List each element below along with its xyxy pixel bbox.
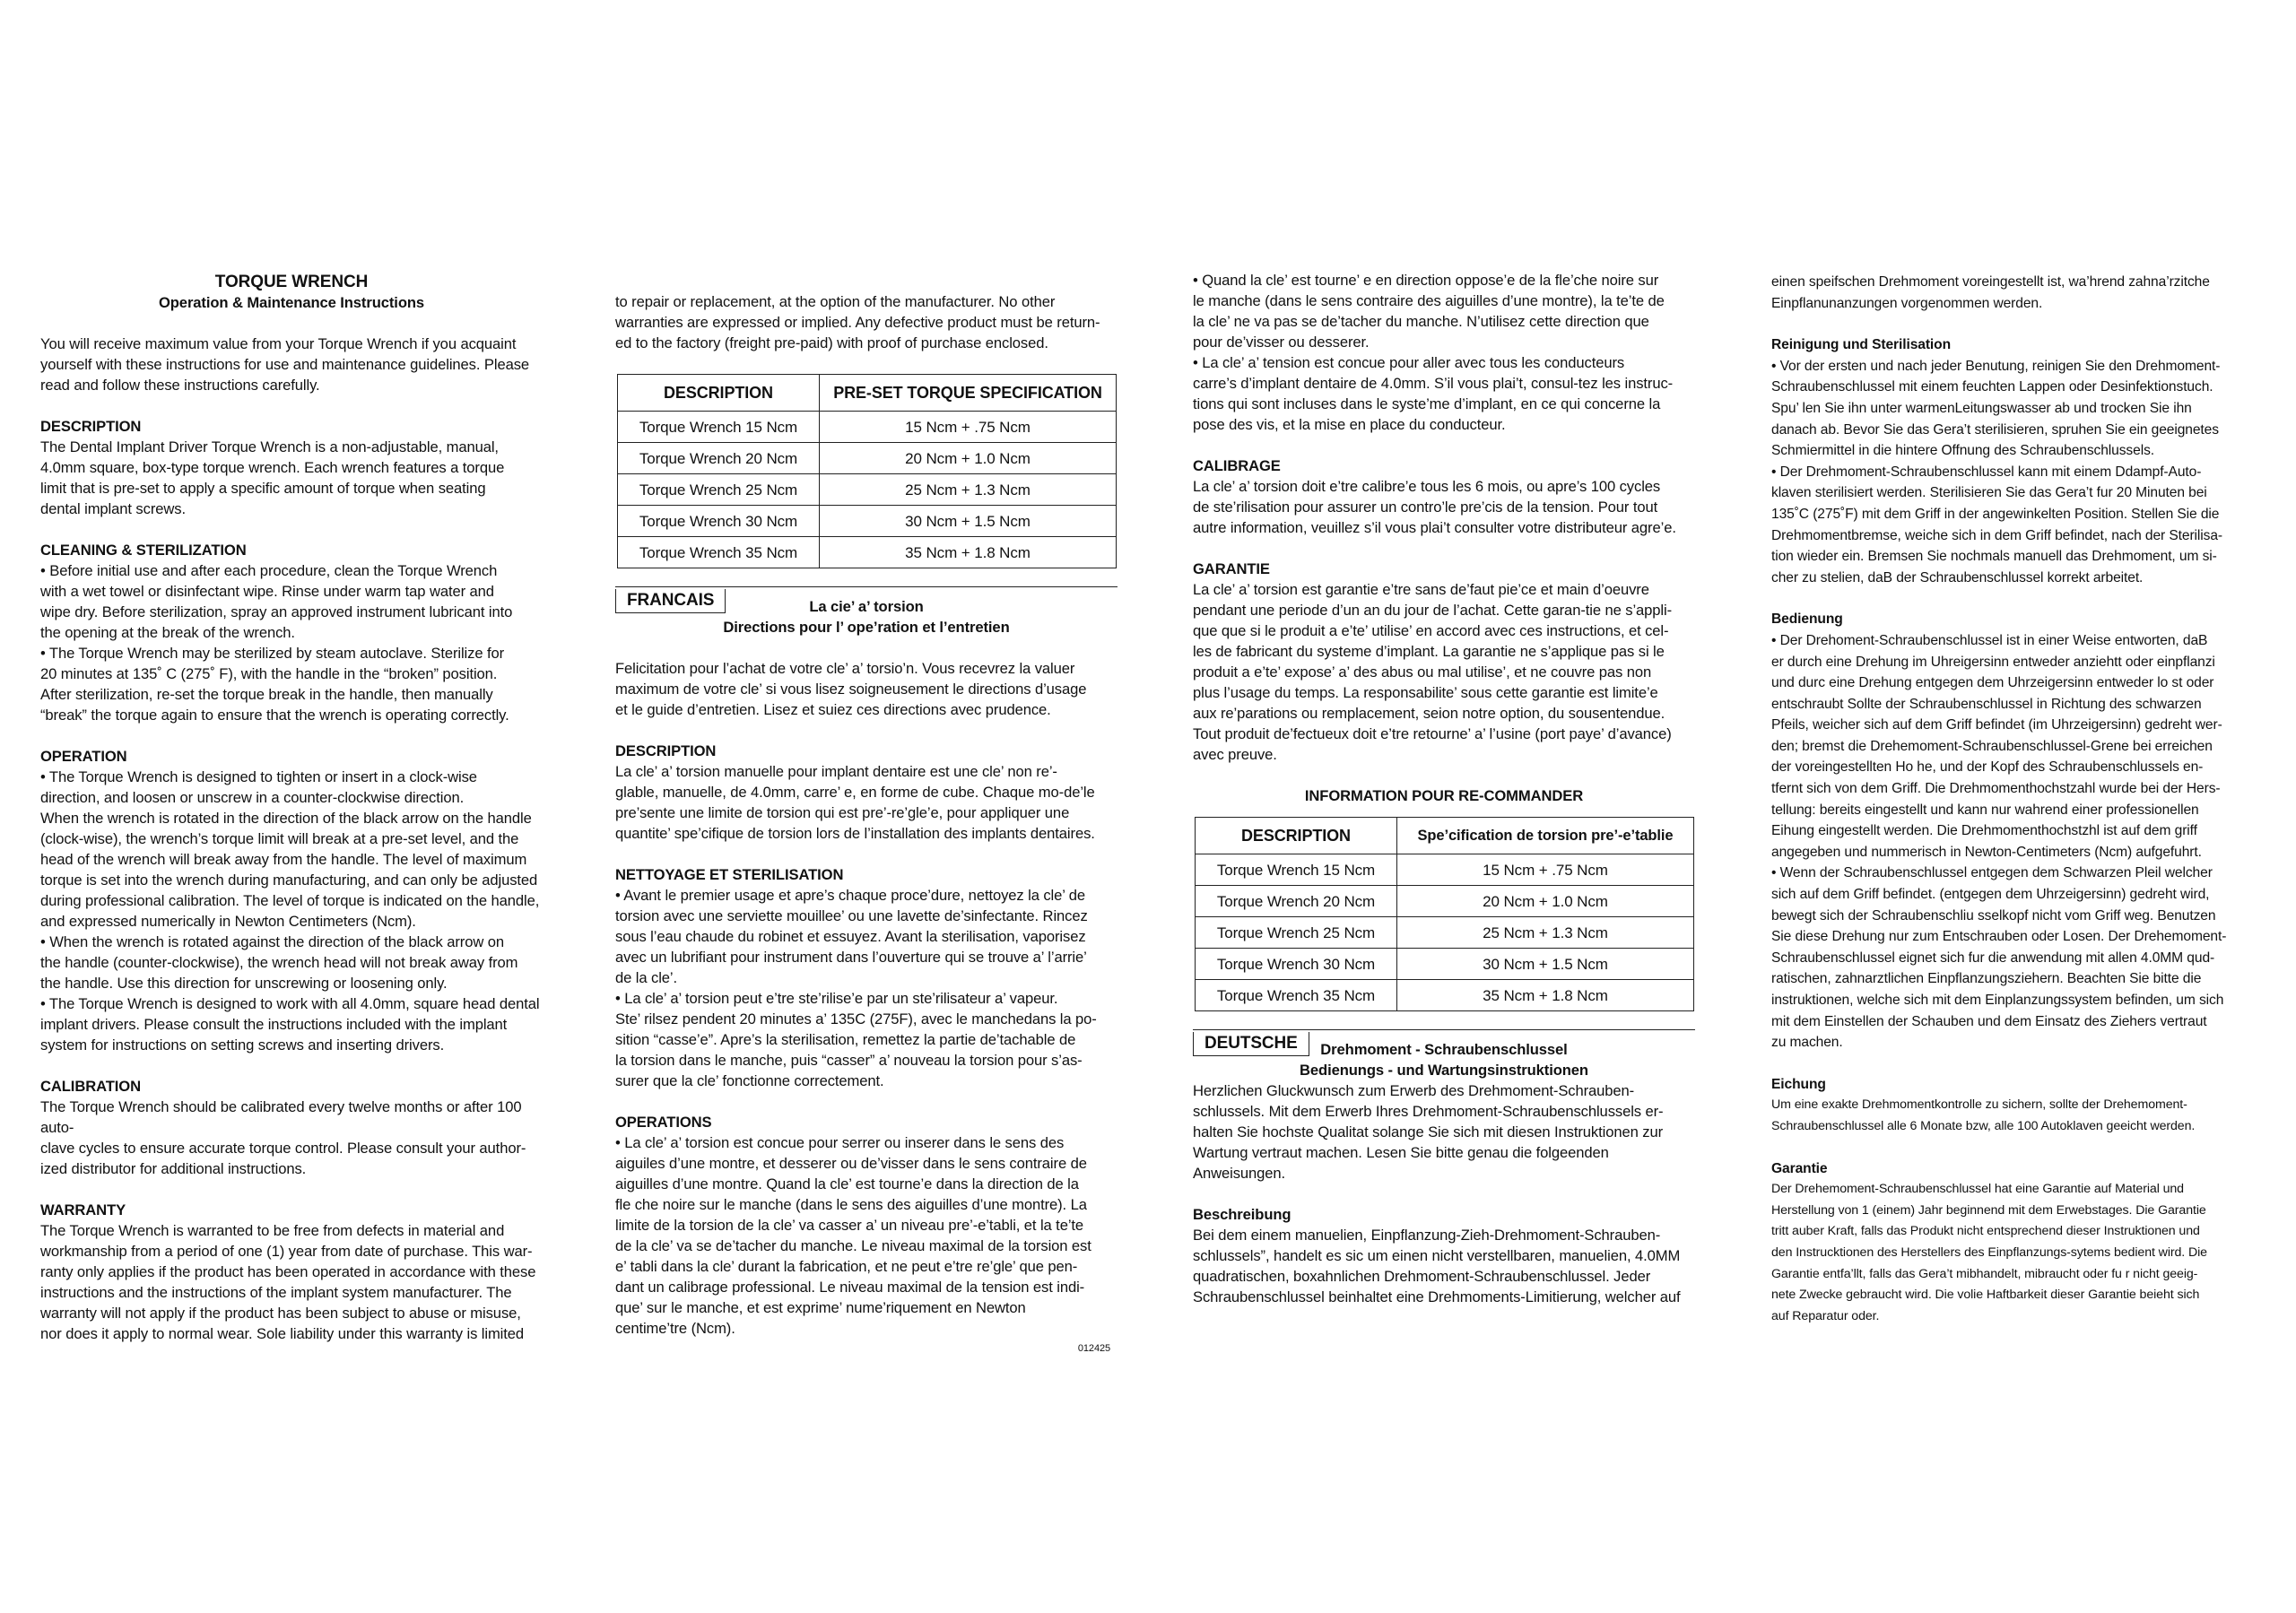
table-cell: 20 Ncm + 1.0 Ncm bbox=[1397, 886, 1694, 917]
german-description-heading: Beschreibung bbox=[1193, 1206, 1292, 1223]
table-row bbox=[1196, 886, 1694, 917]
french-cleaning-heading: NETTOYAGE ET STERILISATION bbox=[615, 866, 844, 883]
description-heading: DESCRIPTION bbox=[40, 418, 142, 435]
table-row bbox=[618, 506, 1117, 537]
table-cell: Torque Wrench 30 Ncm bbox=[1196, 949, 1397, 980]
warranty-heading: WARRANTY bbox=[40, 1201, 126, 1218]
german-calibration-text: Um eine exakte Drehmomentkontrolle zu sichern, sollte der Drehemoment- Schraubenschlussel alle 6 Monate bzw, alle 100 Autoklaven geeicht werden. bbox=[1771, 1097, 2196, 1133]
table-cell: Torque Wrench 20 Ncm bbox=[618, 443, 820, 474]
french-calibrage-heading: CALIBRAGE bbox=[1193, 457, 1281, 474]
table-cell: 20 Ncm + 1.0 Ncm bbox=[820, 443, 1117, 474]
warranty-continued-text: to repair or replacement, at the option of the manufacturer. No other warranties are expressed or implied. Any defective product must be return- ed to the factory (freight pre-paid) with proof of purchase enclosed. bbox=[615, 293, 1100, 351]
french-description-heading: DESCRIPTION bbox=[615, 742, 717, 759]
torque-spec-table bbox=[617, 374, 1117, 568]
table-row bbox=[1196, 949, 1694, 980]
table-row bbox=[618, 537, 1117, 568]
table-cell: Torque Wrench 25 Ncm bbox=[1196, 917, 1397, 949]
french-torque-spec-table bbox=[1195, 817, 1694, 1011]
calibration-text: The Torque Wrench should be calibrated every twelve months or after 100 auto- clave cycles to ensure accurate torque control. Please consult your author- ized distributor for additional instructions. bbox=[40, 1098, 526, 1177]
german-section-divider bbox=[1193, 1029, 1695, 1071]
table-row bbox=[1196, 980, 1694, 1011]
german-description-text: Bei dem einem manuelien, Einpflanzung-Zieh-Drehmoment-Schrauben- schlussels”, handelt es sic um einen nicht verstellbaren, manuelien, 4.0MM quadratischen, boxahnlichen Drehmoment-Schraubenschlussel. Jeder Schraubenschlussel beinhaltet eine Drehmoments-Limitierung, welcher auf bbox=[1193, 1227, 1681, 1305]
column-german bbox=[1771, 272, 2274, 1327]
cleaning-text-1: • Before initial use and after each procedure, clean the Torque Wrench with a wet towel or disinfectant wipe. Rinse under warm tap water and wipe dry. Before sterilization, spray an approved instrument lubricant into the opening at the break of the wrench. bbox=[40, 562, 513, 641]
table-cell: 15 Ncm + .75 Ncm bbox=[1397, 854, 1694, 886]
french-operations-heading: OPERATIONS bbox=[615, 1114, 712, 1131]
page-title: TORQUE WRENCH bbox=[214, 273, 369, 291]
table-header-row bbox=[1196, 818, 1694, 854]
table-cell: 35 Ncm + 1.8 Ncm bbox=[820, 537, 1117, 568]
german-cleaning-text-1: • Vor der ersten und nach jeder Benutung, reinigen Sie den Drehmoment- Schraubenschlussel mit einem feuchten Lappen oder Desinfektionstuch. Spu’ len Sie ihn unter warmenLeitungswasser ab und trocken Sie ihn danach ab. Bevor Sie das Gera’t sterilisieren, spruhen Sie ein geeignetes Schmiermittel in die hintere Offnung des Schraubenschlussels. bbox=[1771, 358, 2221, 459]
table-header: DESCRIPTION bbox=[618, 375, 820, 412]
table-cell: 25 Ncm + 1.3 Ncm bbox=[820, 474, 1117, 506]
german-intro: Herzlichen Gluckwunsch zum Erwerb des Drehmoment-Schrauben- schlussels. Mit dem Erwerb Ihres Drehmoment-Schraubenschlussels er- halten Sie hochste Qualitat solange Sie sich mit diesen Instruktionen zur Wartung vertraut machen. Lesen Sie bitte genau die folgeenden Anweisungen. bbox=[1193, 1082, 1664, 1182]
operation-text-3: • The Torque Wrench is designed to work with all 4.0mm, square head dental implant drivers. Please consult the instructions included with the implant system for instructions on setting screws and inserting drivers. bbox=[40, 995, 540, 1054]
table-header: PRE-SET TORQUE SPECIFICATION bbox=[820, 375, 1117, 412]
table-cell: Torque Wrench 15 Ncm bbox=[618, 412, 820, 443]
column-english-french bbox=[615, 291, 1118, 1359]
french-cleaning-text-2: • La cle’ a’ torsion peut e’tre ste’rilise’e par un ste’rilisateur a’ vapeur. Ste’ rilsez pendent 20 minutes a’ 135C (275F), avec le manchedans la po- sition “casse’e”. Apre’s la sterilisation, remettez la partie de’tachable de la torsion dans le manche, puis “casser” a’ nouveau la torsion pour s’as- surer que la cle’ fonctionne correctement. bbox=[615, 990, 1097, 1089]
table-cell: Torque Wrench 30 Ncm bbox=[618, 506, 820, 537]
table-header-row bbox=[618, 375, 1117, 412]
table-row bbox=[1196, 917, 1694, 949]
french-operations-text: • La cle’ a’ torsion est concue pour serrer ou inserer dans le sens des aiguiles d’une montre, et desserer ou de’visser dans le sens contraire de aiguilles d’une montre. Quand la cle’ est tourne’e dans la direction de la fle che noire sur le manche (dans le sens des aiguilles d’une montre). La limite de la torsion de la cle’ va casser a’ un niveau pre’-e’tabli, et la te’te de la cle’ va se de’tacher du manche. Le niveau maximal de la torsion est e’ tabli dans la cle’ durant la fabrication, et ne peut e’tre re’gle’ que pen- dant un calibrage professional. Le niveau maximal de la tension est indi- que’ sur le manche, et est exprime’ nume’riquement en Newton centime’tre (Ncm). bbox=[615, 1134, 1091, 1337]
french-subtitle: Directions pour l’ ope’ration et l’entretien bbox=[723, 619, 1010, 636]
cleaning-heading: CLEANING & STERILIZATION bbox=[40, 542, 247, 559]
operation-text-2: • When the wrench is rotated against the direction of the black arrow on the handle (counter-clockwise), the wrench head will not break away from the handle. Use this direction for unscrewing or loosening only. bbox=[40, 933, 518, 992]
french-section-divider bbox=[615, 586, 1118, 629]
french-reorder-heading: INFORMATION POUR RE-COMMANDER bbox=[1304, 787, 1584, 804]
french-operations-cont-1: • Quand la cle’ est tourne’ e en direction oppose’e de la fle’che noire sur le manche (dans le sens contraire des aiguilles d’une montre), la te’te de la cle’ ne va pas se de’tacher du manche. N’utilisez cette direction que pour de’visser ou desserer. bbox=[1193, 272, 1665, 351]
table-cell: 25 Ncm + 1.3 Ncm bbox=[1397, 917, 1694, 949]
table-header: Spe’cification de torsion pre’-e’tablie bbox=[1397, 818, 1694, 854]
table-cell: 30 Ncm + 1.5 Ncm bbox=[820, 506, 1117, 537]
table-cell: 30 Ncm + 1.5 Ncm bbox=[1397, 949, 1694, 980]
french-title: La cie’ a’ torsion bbox=[809, 598, 924, 615]
german-operation-text-2: • Wenn der Schraubenschlussel entgegen dem Schwarzen Pleil welcher sich auf dem Griff befindet. (entgegen dem Uhrzeigersinn) gedreht wird, bewegt sich der Schraubenschliu sselkopf nicht vom Griff weg. Benutzen Sie diese Drehung nur zum Entschrauben oder Losen. Der Drehemoment- Schraubenschlussel eignet sich fur die anwendung mit allen 4.0MM qud- ratischen, zahnarztlichen Einpflanzungsziehern. Beachten Sie bitte die instruktionen, welche sich mit dem Einplanzungssystem befinden, um sich mit dem Einstellen der Schauben und dem Einsatz des Ziehers vertraut zu machen. bbox=[1771, 865, 2227, 1051]
german-title: Drehmoment - Schraubenschlussel bbox=[1320, 1041, 1568, 1058]
german-cleaning-text-2: • Der Drehmoment-Schraubenschlussel kann mit einem Ddampf-Auto- klaven sterilisiert werden. Sterilisieren Sie das Gera’t fur 20 Minuten bei 135˚C (275˚F) mit dem Griff in der angewinkelten Position. Stellen Sie die Drehmomentbremse, weiche sich in dem Griff befindet, nach der Sterilisa- tion wieder ein. Bremsen Sie nochmals manuell das Drehmoment, um si- cher zu stelien, daB der Schraubenschlussel korrekt arbeitet. bbox=[1771, 464, 2222, 585]
calibration-heading: CALIBRATION bbox=[40, 1078, 141, 1095]
column-french-german bbox=[1193, 270, 1695, 1307]
table-cell: Torque Wrench 20 Ncm bbox=[1196, 886, 1397, 917]
table-cell: Torque Wrench 35 Ncm bbox=[1196, 980, 1397, 1011]
column-english bbox=[40, 272, 543, 1344]
operation-text-1: • The Torque Wrench is designed to tighten or insert in a clock-wise direction, and loosen or unscrew in a counter-clockwise direction. When the wrench is rotated in the direction of the black arrow on the handle (clock-wise), the wrench’s torque limit will break at a pre-set level, and the head of the wrench will break away from the handle. The level of maximum torque is set into the wrench during manufacturing, and can only be adjusted during professional calibration. The level of torque is indicated on the handle, and expressed numerically in Newton Centimeters (Ncm). bbox=[40, 768, 540, 930]
french-garantie-heading: GARANTIE bbox=[1193, 560, 1270, 577]
operation-heading: OPERATION bbox=[40, 748, 127, 765]
french-intro: Felicitation pour l’achat de votre cle’ a’ torsio’n. Vous recevrez la valuer maximum de votre cle’ si vous lisez soigneusement le directions d’usage et le guide d’entretien. Lisez et suiez ces directions avec prudence. bbox=[615, 660, 1087, 718]
german-description-cont: einen speifschen Drehmoment voreingestellt ist, wa’hrend zahna’rzitche Einpflanunanzungen vorgenommen werden. bbox=[1771, 274, 2210, 311]
description-text: The Dental Implant Driver Torque Wrench is a non-adjustable, manual, 4.0mm square, box-type torque wrench. Each wrench features a torque limit that is pre-set to apply a specific amount of torque when seating dental implant screws. bbox=[40, 438, 505, 517]
german-subtitle: Bedienungs - und Wartungsinstruktionen bbox=[1300, 1062, 1588, 1079]
table-row bbox=[618, 443, 1117, 474]
german-calibration-heading: Eichung bbox=[1771, 1076, 1826, 1092]
german-cleaning-heading: Reinigung und Sterilisation bbox=[1771, 337, 1952, 353]
german-warranty-heading: Garantie bbox=[1771, 1160, 1828, 1176]
german-operation-text-1: • Der Drehoment-Schraubenschlussel ist in einer Weise entworten, daB er durch eine Drehung im Uhreigersinn entweder anziehtt oder einpflanzi und durc eine Drehung entgegen dem Uhrzeigersinn entweder lo st oder entschraubt Sollte der Schraubenschlussel in Richtung des schwarzen Pfeils, weicher sich auf dem Griff befindet (im Uhrzeigersinn) gedreht wer- den; bremst die Drehemoment-Schraubenschlussel-Grene bei erreichen der voreingestellten Ho he, und der Kopf des Schraubenschlussels en- tfernt sich von dem Griff. Die Drehmomenthochstzahl wurde bei der Hers- tellung: bereits eingestellt und kann nur wahrend einer professionellen Eihung eingestellt werden. Die Drehmomenthochstzhl ist auf dem griff angegeben und nummerisch in Newton-Centimeters (Ncm) aufgefuhrt. bbox=[1771, 632, 2222, 860]
french-calibrage-text: La cle’ a’ torsion doit e’tre calibre’e tous les 6 mois, ou apre’s 100 cycles de ste’rilisation pour assurer un contro’le pre’cis de la tension. Pour tout autre information, veuillez s’il vous plai’t consulter votre distributeur agre’e. bbox=[1193, 478, 1676, 536]
german-operation-heading: Bedienung bbox=[1771, 611, 1843, 628]
intro-text: You will receive maximum value from your Torque Wrench if you acquaint yourself with these instructions for use and maintenance guidelines. Please read and follow these instructions carefully. bbox=[40, 335, 530, 394]
warranty-text: The Torque Wrench is warranted to be free from defects in material and workmanship from a period of one (1) year from date of purchase. This war- ranty only applies if the product has been operated in accordance with these instructions and the instructions of the implant system manufacturer. The warranty will not apply if the product has been subject to abuse or misuse, nor does it apply to normal wear. Sole liability under this warranty is limited bbox=[40, 1222, 536, 1342]
table-cell: Torque Wrench 15 Ncm bbox=[1196, 854, 1397, 886]
german-language-tag: DEUTSCHE bbox=[1193, 1032, 1309, 1056]
french-operations-cont-2: • La cle’ a’ tension est concue pour aller avec tous les conducteurs carre’s d’implant dentaire de 4.0mm. S’il vous plai’t, consul-tez les instruc- tions qui sont incluses dans le syste’me d’implant, en ce qui concerne la pose des vis, et la mise en place du conducteur. bbox=[1193, 354, 1674, 433]
table-cell: 15 Ncm + .75 Ncm bbox=[820, 412, 1117, 443]
french-garantie-text: La cle’ a’ torsion est garantie e’tre sans de’faut pie’ce et main d’oeuvre pendant une periode d’un an du jour de l’achat. Cette garan-tie ne s’appli- que que si le produit a e’te’ utilise’ en accord avec ces instructions, et cel- les de fabricant du systeme d’implant. La garantie ne s’applique pas si le produit a e’te’ expose’ a’ des abus ou mal utilise’, et ne couvre pas non plus l’usage du temps. La responsabilite’ sous cette garantie est limite’e aux re’parations ou remplacement, seion notre option, du sousentendue. Tout produit de’fectueux doit e’tre retourne’ a’ l’usine (port paye’ d’avance) avec preuve. bbox=[1193, 581, 1673, 763]
table-header: DESCRIPTION bbox=[1196, 818, 1397, 854]
table-cell: Torque Wrench 35 Ncm bbox=[618, 537, 820, 568]
french-description-text: La cle’ a’ torsion manuelle pour implant dentaire est une cle’ non re’- glable, manuelle, de 4.0mm, carre’ e, en forme de cube. Chaque mo-de’le pre’sente une limite de torsion qui est pre’-re’gle’e, pour appliquer une quantite’ spe’cifique de torsion lors de l’installation des implants dentaires. bbox=[615, 763, 1095, 842]
german-warranty-text: Der Drehemoment-Schraubenschlussel hat eine Garantie auf Material und Herstellung von 1 (einem) Jahr beginnend mit dem Erwebstages. Die Garantie tritt auber Kraft, falls das Produkt nicht entsprechend dieser Instruktionen und den Instrucktionen des Herstellers des Einpflanzungs-sytems bedient wird. Die Garantie entfa’llt, falls das Gera’t mibhandelt, mibraucht oder fu r nicht geeig- nete Zwecke gebraucht wird. Die volie Haftbarkeit dieser Garantie beieht sich auf Reparatur oder. bbox=[1771, 1182, 2207, 1323]
cleaning-text-2: • The Torque Wrench may be sterilized by steam autoclave. Sterilize for 20 minutes at 135˚ C (275˚ F), with the handle in the “broken” position. After sterilization, re-set the torque break in the handle, then manually “break” the torque again to ensure that the wrench is operating correctly. bbox=[40, 645, 509, 724]
table-row bbox=[618, 412, 1117, 443]
document-code: 012425 bbox=[1077, 1343, 1110, 1354]
table-cell: 35 Ncm + 1.8 Ncm bbox=[1397, 980, 1694, 1011]
french-language-tag: FRANCAIS bbox=[615, 589, 726, 613]
table-cell: Torque Wrench 25 Ncm bbox=[618, 474, 820, 506]
french-cleaning-text-1: • Avant le premier usage et apre’s chaque proce’dure, nettoyez la cle’ de torsion avec une serviette mouillee’ ou une lavette de’sinfectante. Rincez sous l’eau chaude du robinet et essuyez. Avant la sterilisation, vaporisez avec un lubrifiant pour instrument dans l’ouverture qui se trouve a’ l’arrie’ de la cle’. bbox=[615, 887, 1088, 986]
table-row bbox=[618, 474, 1117, 506]
table-row bbox=[1196, 854, 1694, 886]
page-subtitle: Operation & Maintenance Instructions bbox=[158, 294, 425, 311]
